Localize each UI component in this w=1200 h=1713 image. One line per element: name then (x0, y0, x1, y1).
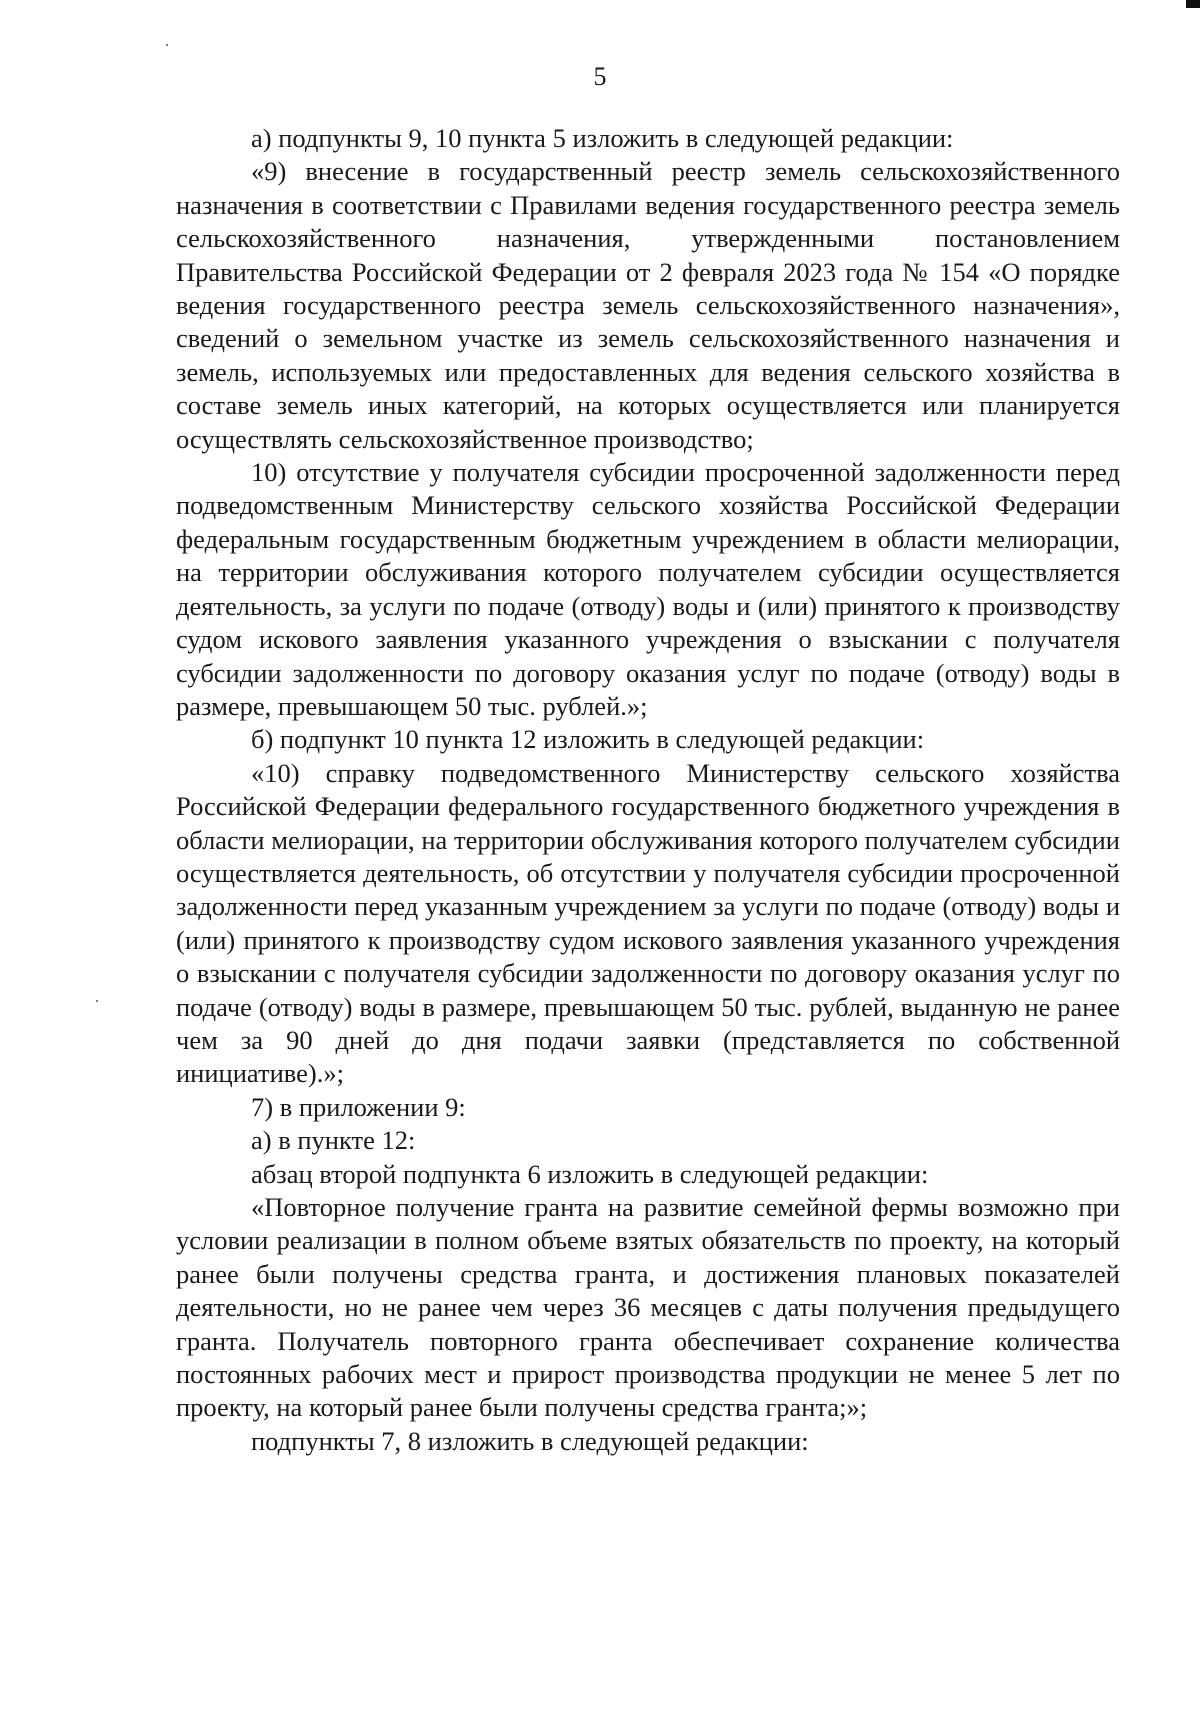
paragraph-annex-9: 7) в приложении 9: (251, 1091, 466, 1122)
paragraph-item-10: 10) отсутствие у получателя субсидии просроченной задолженности перед подведомственным Министерству сельского хозяйства Российской Федерации федеральным государственным бюджетным учреждением в области мелиорации, на территории обслуживания которого получателем субсидии осуществляется деятельность, за услуги по подаче (отводу) воды и (или) принятого к производству судом искового заявления указанного учреждения о взыскании с получателя субсидии задолженности по договору оказания услуг по подаче (отводу) воды в размере, превышающем 50 тыс. рублей.»; (176, 457, 1120, 721)
document-body (176, 122, 1120, 1458)
paragraph-amend-item-12-10: б) подпункт 10 пункта 12 изложить в следующей редакции: (251, 724, 925, 755)
scan-speck (96, 1000, 98, 1002)
page-number: 5 (593, 62, 607, 91)
paragraph-certificate: «10) справку подведомственного Министерству сельского хозяйства Российской Федерации федерального государственного бюджетного учреждения в области мелиорации, на территории обслуживания которого получателем субсидии осуществляется деятельность, об отсутствии у получателя субсидии просроченной задолженности перед указанным учреждением за услуги по подаче (отводу) воды и (или) принятого к производству судом искового заявления указанного учреждения о взыскании с получателя субсидии задолженности по договору оказания услуг по подаче (отводу) воды в размере, превышающем 50 тыс. рублей, выданную не ранее чем за 90 дней до дня подачи заявки (представляется по собственной инициативе).»; (176, 757, 1120, 1089)
scan-corner-mark (1186, 0, 1200, 8)
paragraph-subitem-6: абзац второй подпункта 6 изложить в следующей редакции: (251, 1158, 929, 1189)
paragraph-repeat-grant: «Повторное получение гранта на развитие семейной фермы возможно при условии реализации в полном объеме взятых обязательств по проекту, на который ранее были получены средства гранта, и достижения плановых показателей деятельности, но не ранее чем через 36 месяцев с даты получения предыдущего гранта. Получатель повторного гранта обеспечивает сохранение количества постоянных рабочих мест и прирост производства продукции не менее 5 лет по проекту, на который ранее были получены средства гранта;»; (176, 1192, 1120, 1423)
paragraph-point-12: а) в пункте 12: (251, 1125, 416, 1156)
scan-speck (166, 44, 168, 46)
paragraph-item-9: «9) внесение в государственный реестр земель сельскохозяйственного назначения в соответствии с Правилами ведения государственного реестра земель сельскохозяйственного назначения, утвержденными постановлением Правительства Российской Федерации от 2 февраля 2023 года № 154 «О порядке ведения государственного реестра земель сельскохозяйственного назначения», сведений о земельном участке из земель сельскохозяйственного назначения и земель, используемых или предоставленных для ведения сельского хозяйства в составе земель иных категорий, на которых осуществляется или планируется осуществлять сельскохозяйственное производство; (176, 156, 1120, 454)
paragraph-subitems-7-8: подпункты 7, 8 изложить в следующей редакции: (251, 1425, 809, 1456)
paragraph-amend-items-9-10: а) подпункты 9, 10 пункта 5 изложить в следующей редакции: (251, 123, 954, 153)
